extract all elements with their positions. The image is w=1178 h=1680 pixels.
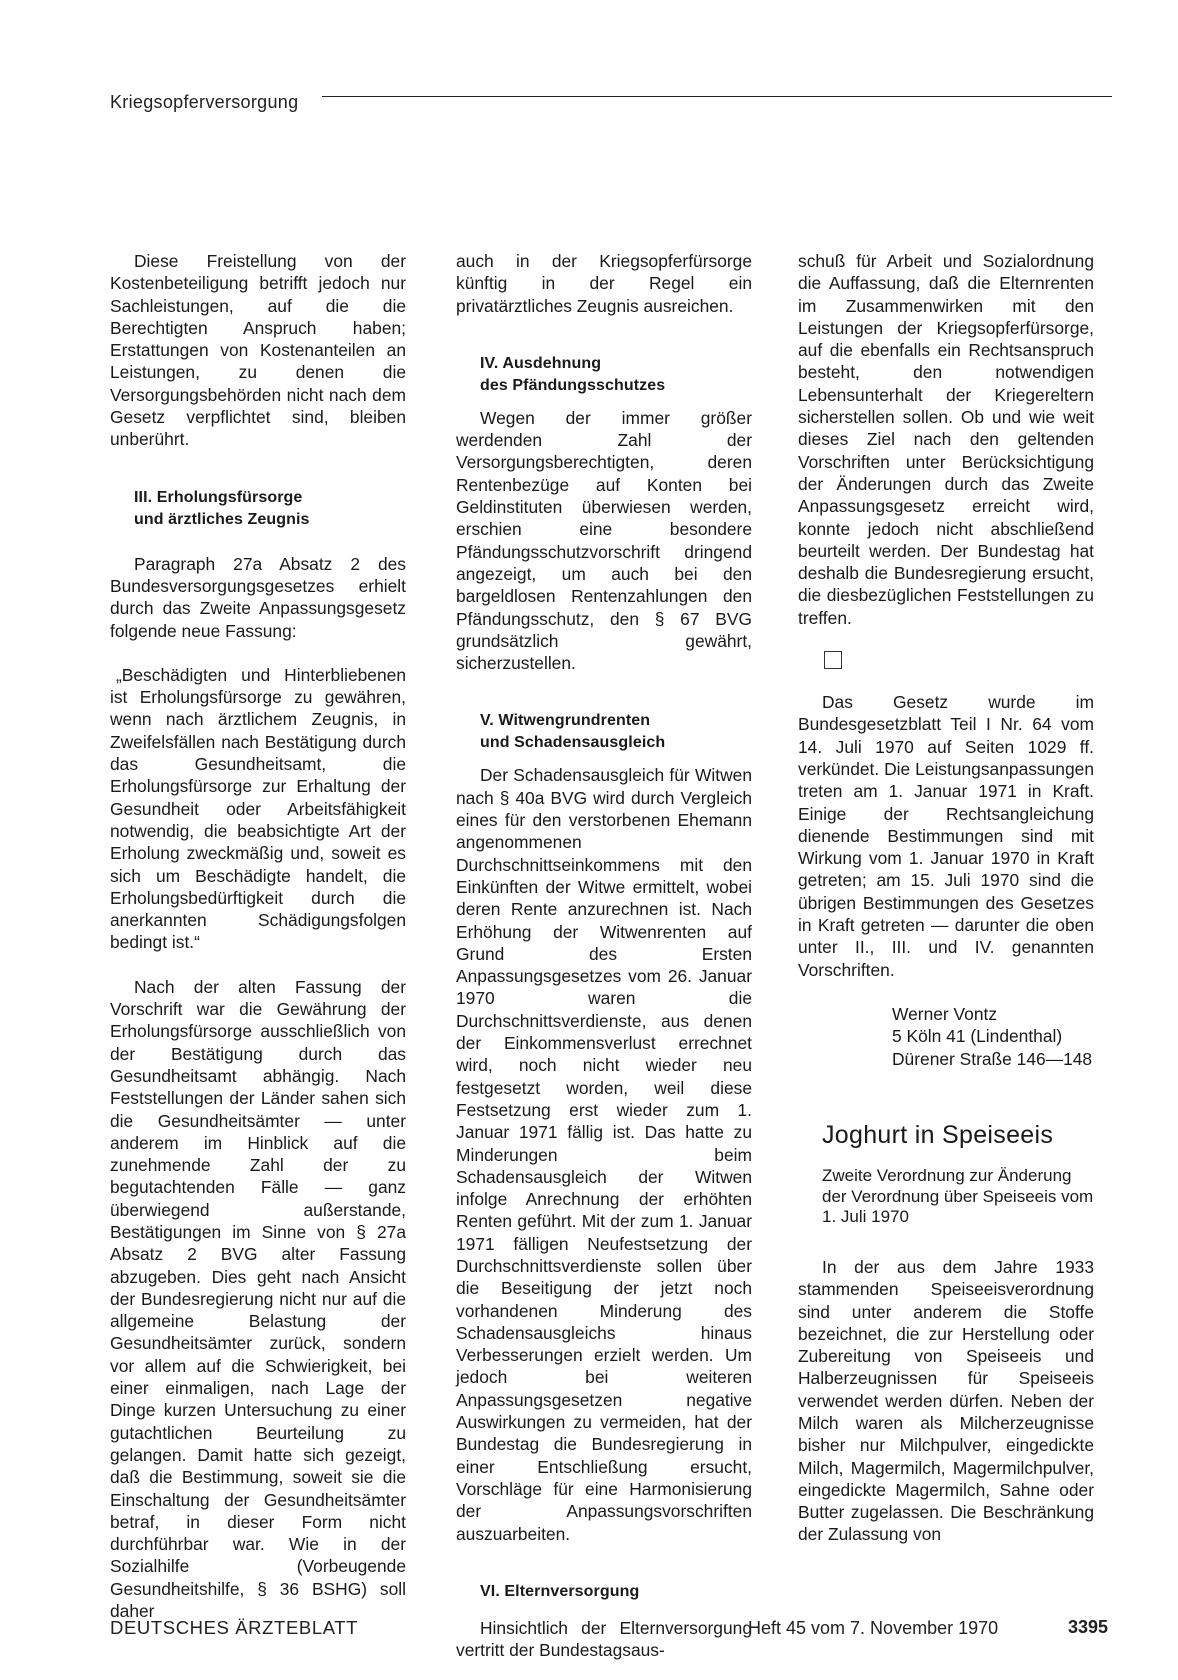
quotation: „Beschädigten und Hinterbliebenen ist Erholungsfürsorge zu gewähren, wenn nach ärztlichem Zeugnis, in Zweifelsfällen nach Bestätigung durch das Gesundheitsamt, die Erholungsfürsorge zur Erhaltung der Gesundheit oder Arbeitsfähigkeit notwendig, die beabsichtigte Art der Erholung zweckmäßig und, soweit es sich um Beschädigte handelt, die Erholungsbedürftigkeit durch die anerkannten Schädigungsfolgen bedingt ist.“ xyxy=(110,664,406,953)
column-1 xyxy=(110,250,406,1622)
heading-line: des Pfändungsschutzes xyxy=(480,376,666,394)
heading-line: und Schadensausgleich xyxy=(480,734,666,752)
paragraph: schuß für Arbeit und Sozialordnung die Auffassung, daß die Elternrenten im Zusammenwirken mit den Leistungen der Kriegsopferfürsorge, auf die ebenfalls ein Rechtsanspruch besteht, den notwendigen Lebensunterhalt der Kriegereltern sicherstellen sollen. Ob und wie weit dieses Ziel nach den geltenden Vorschriften unter Berücksichtigung der Änderungen durch das Zweite Anpassungsgesetz erreicht wird, konnte jedoch nicht abschließend beurteilt werden. Der Bundestag hat deshalb die Bundesregierung ersucht, die diesbezüglichen Feststellungen zu treffen. xyxy=(798,251,1094,628)
section-heading-vi: VI. Elternversorgung xyxy=(480,1582,640,1600)
end-of-article-box xyxy=(824,651,842,669)
header-rule xyxy=(322,96,1112,97)
paragraph: Hinsichtlich der Elternversorgung vertritt der Bundestagsaus- xyxy=(456,1617,752,1661)
heading-line: III. Erholungsfürsorge xyxy=(134,488,303,506)
paragraph: auch in der Kriegsopferfürsorge künftig in der Regel ein privatärztliches Zeugnis ausreichen. xyxy=(456,251,752,316)
heading-line: IV. Ausdehnung xyxy=(480,354,602,372)
column-2 xyxy=(456,250,752,1661)
author-signature xyxy=(798,1003,1094,1071)
article-title: Joghurt in Speiseeis xyxy=(822,1121,1054,1150)
paragraph: Paragraph 27a Absatz 2 des Bundesversorgungsgesetzes erhielt durch das Zweite Anpassungsgesetz folgende neue Fassung: xyxy=(110,553,406,641)
paragraph: Der Schadensausgleich für Witwen nach § 40a BVG wird durch Vergleich eines für den verstorbenen Ehemann angenommenen Durchschnittseinkommens mit den Einkünften der Witwe ermittelt, wobei deren Rente anzurechnen ist. Nach Erhöhung der Witwenrenten auf Grund des Ersten Anpassungsgesetzes vom 26. Januar 1970 waren die Durchschnittsverdienste, aus denen der Einkommensverlust errechnet wird, noch nicht wieder neu festgesetzt worden, weil diese Festsetzung erst wieder zum 1. Januar 1971 fällig ist. Das hatte zu Minderungen beim Schadensausgleich der Witwen infolge Anrechnung der erhöhten Renten geführt. Mit der zum 1. Januar 1971 fälligen Neufestsetzung der Durchschnittsverdienste sollen über die Beseitigung der jetzt noch vorhandenen Minderung des Schadensausgleichs hinaus Verbesserungen erzielt werden. Um jedoch bei weiteren Anpassungsgesetzen negative Auswirkungen zu vermeiden, hat der Bundestag die Bundesregierung in einer Entschließung ersucht, Vorschläge für eine Harmonisierung der Anpassungsvorschriften auszuarbeiten. xyxy=(456,765,752,1544)
paragraph: Wegen der immer größer werdenden Zahl der Versorgungsberechtigten, deren Rentenbezüge auf Konten bei Geldinstituten überwiesen werden, erschien eine besondere Pfändungsschutzvorschrift dringend angezeigt, um auch bei den bargeldlosen Rentenzahlungen den Pfändungsschutz, den § 67 BVG grundsätzlich gewährt, sicherzustellen. xyxy=(456,407,752,674)
paragraph: Das Gesetz wurde im Bundesgesetzblatt Teil I Nr. 64 vom 14. Juli 1970 auf Seiten 1029 ff. verkündet. Die Leistungsanpassungen treten am 1. Januar 1971 in Kraft. Einige der Rechtsangleichung dienende Bestimmungen sind mit Wirkung vom 1. Januar 1970 in Kraft getreten; am 15. Juli 1970 sind die übrigen Bestimmungen des Gesetzes in Kraft getreten — darunter die oben unter II., III. und IV. genannten Vorschriften. xyxy=(798,692,1094,980)
author-city: 5 Köln 41 (Lindenthal) xyxy=(892,1026,1063,1047)
section-heading-iii xyxy=(110,487,406,531)
author-street: Dürener Straße 146—148 xyxy=(892,1048,1093,1069)
heading-line: V. Witwengrundrenten xyxy=(480,712,651,730)
article-subtitle: Zweite Verordnung zur Änderung der Verordnung über Speiseeis vom 1. Juli 1970 xyxy=(822,1166,1094,1227)
column-3 xyxy=(798,250,1094,1546)
section-heading-v xyxy=(456,710,752,754)
footer-journal-name: DEUTSCHES ÄRZTEBLATT xyxy=(110,1617,359,1638)
footer-issue: Heft 45 vom 7. November 1970 xyxy=(748,1618,999,1638)
author-name: Werner Vontz xyxy=(892,1003,998,1024)
heading-line: und ärztliches Zeugnis xyxy=(134,510,310,528)
paragraph: In der aus dem Jahre 1933 stammenden Speiseeisverordnung sind unter anderem die Stoffe bezeichnet, die zur Herstellung oder Zubereitung von Speiseeis und Halberzeugnissen für Speiseeis verwendet werden dürfen. Neben der Milch waren als Milcherzeugnisse bisher nur Milchpulver, eingedickte Milch, Magermilch, Magermilchpulver, eingedickte Magermilch, Sahne oder Butter zugelassen. Die Beschränkung der Zulassung von xyxy=(798,1256,1094,1545)
paragraph: Nach der alten Fassung der Vorschrift war die Gewährung der Erholungsfürsorge ausschließlich von der Bestätigung durch das Gesundheitsamt abhängig. Nach Feststellungen der Länder sahen sich die Gesundheitsämter — unter anderem im Hinblick auf die zunehmende Zahl der zu begutachtenden Fälle — ganz überwiegend außerstande, Bestätigungen im Sinne von § 27a Absatz 2 BVG alter Fassung abzugeben. Dies geht nach Ansicht der Bundesregierung nicht nur auf die allgemeine Belastung der Gesundheitsämter zurück, sondern vor allem auf die Schwierigkeit, bei einer einmaligen, nach Lage der Dinge kurzen Untersuchung zu einer gutachtlichen Beurteilung zu gelangen. Damit hatte sich gezeigt, daß die Bestimmung, soweit sie die Einschaltung der Gesundheitsämter betraf, in dieser Form nicht durchführbar war. Wie in der Sozialhilfe (Vorbeugende Gesundheitshilfe, § 36 BSHG) soll daher xyxy=(110,976,406,1622)
section-heading-iv xyxy=(456,353,752,397)
page-number: 3395 xyxy=(1068,1617,1109,1637)
paragraph: Diese Freistellung von der Kostenbeteiligung betrifft jedoch nur Sachleistungen, auf die die Berechtigten Anspruch haben; Erstattungen von Kostenanteilen an Leistungen, zu denen die Versorgungsbehörden nicht nach dem Gesetz verpflichtet sind, bleiben unberührt. xyxy=(110,251,406,450)
running-head: Kriegsopferversorgung xyxy=(110,92,299,112)
